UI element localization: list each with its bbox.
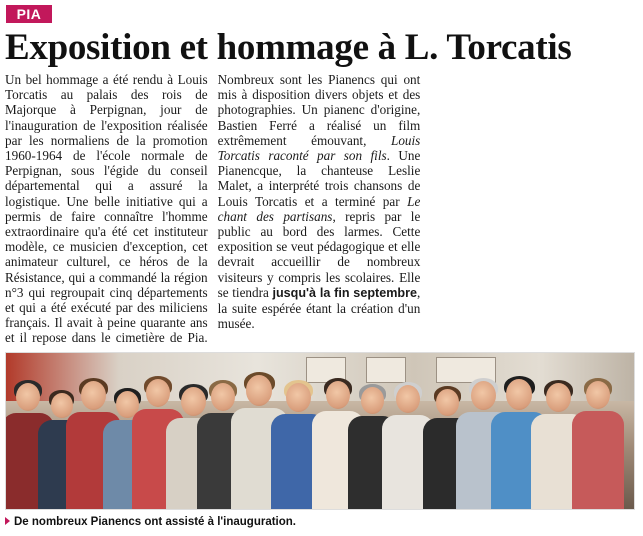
attendee-torso (572, 411, 624, 510)
attendee-head (286, 383, 311, 412)
body-segment: Un bel hommage a été rendu à Louis Torcatis au palais des rois de Majorque à Perpignan, jour de l'inauguration de l'exposition réalisée par les normaliens de la promotion 1960-1964 de l'école normale de Perpignan, sous l'égide du conseil départemental qui a assuré la logistique. Une belle initiative qui a permis de faire connaître l'homme extraordinaire qu'a été cet instituteur modèle, ce musicien d'exception, cet animateur culturel, ce héros de la Résistance, qui a commandé la région n°3 qui regroupait cinq départements et qui a été exécuté par des miliciens français. Il avait à peine quarante ans et il repose dans le cimetière de Pia. Nombreux sont les Pianencs qui ont mis à disposition divers objets et des photographies. Un pianenc d'origine, Bastien Ferré a réalisé un film extrêmement émouvant, (5, 72, 421, 346)
attendee-head (326, 381, 350, 409)
attendee-head (246, 375, 272, 406)
attendee-head (81, 381, 106, 410)
body-segment-italic: Le chant des partisans (217, 193, 421, 224)
attendee-head (211, 383, 235, 411)
body-segment: , repris par le public au bord des larmes. Cette exposition se veut pédagogique et elle devrait accueillir de nombreux visiteurs y compris les scolaires. Elle se tiendra (217, 208, 421, 300)
section-tag: PIA (6, 5, 52, 23)
attendee-head (181, 387, 206, 416)
attendee-head (396, 385, 420, 413)
attendee-head (51, 393, 73, 418)
wall-frame (366, 357, 406, 383)
attendee-head (586, 381, 610, 409)
attendee-head (361, 387, 384, 414)
photo-caption (5, 514, 635, 530)
article-body (5, 72, 633, 348)
body-segment-bold: jusqu'à la fin septembre (272, 285, 418, 300)
attendee-head (146, 379, 170, 407)
attendee-head (16, 383, 40, 411)
body-segment: . Une Pianencque, la chanteuse Leslie Malet, a interprété trois chansons de Louis Torcatis et a terminé par (217, 148, 421, 209)
attendee-head (471, 381, 496, 410)
caption-text: De nombreux Pianencs ont assisté à l'inauguration. (14, 516, 296, 528)
attendee-head (506, 379, 532, 410)
inauguration-photo (5, 352, 635, 510)
caption-bullet-icon (5, 517, 10, 525)
body-segment-italic: Louis Torcatis raconté par son fils (217, 132, 421, 164)
body-segment: , la suite espérée étant la création d'un musée. (217, 284, 421, 332)
attendee-head (436, 389, 459, 416)
attendee-head (546, 383, 571, 412)
article-headline: Exposition et hommage à L. Torcatis (5, 27, 572, 68)
